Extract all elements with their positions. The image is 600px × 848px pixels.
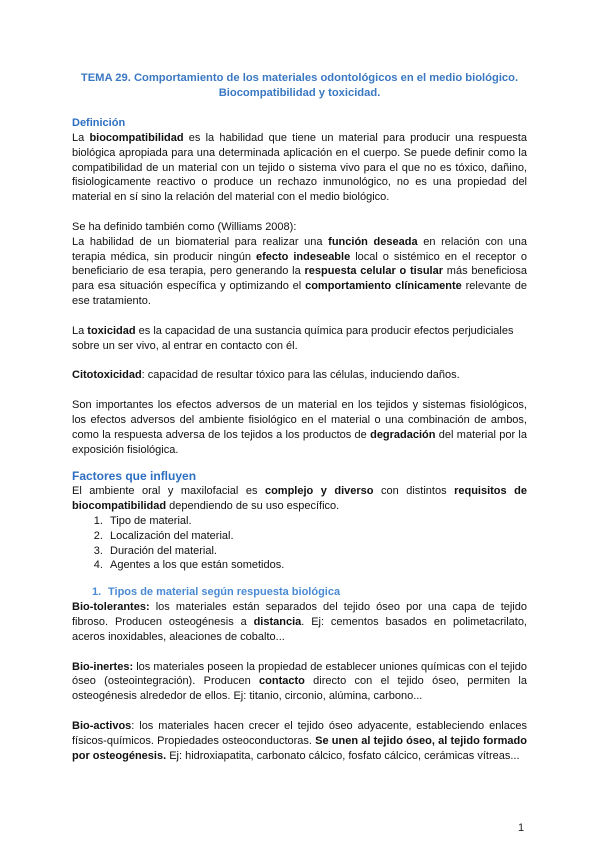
- document-title: [72, 71, 527, 101]
- paragraph-bio-tolerantes: Bio-tolerantes: los materiales están separados del tejido óseo por una capa de tejido fibroso. Producen osteogénesis a distancia. Ej: cementos basados en polimetacrilato, aceros inoxidables, aleaciones de cobalto...: [72, 601, 527, 643]
- paragraph-efectos-adversos: Son importantes los efectos adversos de un material en los tejidos y sistemas fisiológicos, los efectos adversos del ambiente fisiológico en el material o una combinación de ambos, como la respuesta adversa de los tejidos a los productos de degradación del material por la exposición fisiológica.: [72, 399, 527, 456]
- heading-definicion: Definición: [72, 117, 126, 129]
- title-line-2: Biocompatibilidad y toxicidad.: [218, 87, 381, 99]
- title-line-1: TEMA 29. Comportamiento de los materiales odontológicos en el medio biológico.: [80, 72, 519, 84]
- page-content: [72, 71, 527, 763]
- list-item: 4. Agentes a los que están sometidos.: [106, 558, 527, 573]
- list-item: 3. Duración del material.: [106, 544, 527, 559]
- factors-list: [72, 514, 527, 573]
- heading-factores: Factores que influyen: [72, 469, 197, 484]
- paragraph-williams-intro: Se ha definido también como (Williams 2008):: [72, 220, 297, 233]
- page-number: 1: [518, 822, 525, 834]
- paragraph-toxicidad: La toxicidad es la capacidad de una sustancia química para producir efectos perjudiciales sobre un ser vivo, al entrar en contacto con él.: [72, 324, 514, 352]
- paragraph-ambiente-oral: El ambiente oral y maxilofacial es complejo y diverso con distintos requisitos de biocompatibilidad dependiendo de su uso específico.: [72, 485, 527, 513]
- list-item: 2. Localización del material.: [106, 529, 527, 544]
- paragraph-citotoxicidad: Citotoxicidad: capacidad de resultar tóxico para las células, induciendo daños.: [72, 369, 460, 382]
- paragraph-bio-inertes: Bio-inertes: los materiales poseen la propiedad de establecer uniones químicas con el tejido óseo (osteointegración). Producen contacto directo con el tejido óseo, permiten la osteogénesis alrededor de ellos. Ej: titanio, circonio, alúmina, carbono...: [72, 660, 527, 703]
- subheading-tipos-material: 1. Tipos de material según respuesta biológica: [92, 586, 341, 599]
- list-item: 1. Tipo de material.: [106, 514, 527, 529]
- paragraph-williams-definition: La habilidad de un biomaterial para realizar una función deseada en relación con una terapia médica, sin producir ningún efecto indeseable local o sistémico en el receptor o beneficiario de esa terapia, pero generando la respuesta celular o tisular más beneficiosa para esa situación específica y optimizando el comportamiento clínicamente relevante de ese tratamiento.: [72, 235, 527, 307]
- paragraph-biocompatibilidad: La biocompatibilidad es la habilidad que tiene un material para producir una respuesta biológica apropiada para una determinada aplicación en el cuerpo. Se puede definir como la compatibilidad de un material con un tejido o sistema vivo para el que no es tóxico, dañino, fisiologicamente reactivo o produce un rechazo inmunológico, no es una propiedad del material en sí sino la relación del material con el medio biológico.: [72, 132, 527, 204]
- paragraph-bio-activos: Bio-activos: los materiales hacen crecer el tejido óseo adyacente, estableciendo enlaces físicos-químicos. Propiedades osteoconductoras. Se unen al tejido óseo, al tejido formado por osteogénesis. Ej: hidroxiapatita, carbonato cálcico, fosfato cálcico, cerámicas vítreas...: [72, 719, 527, 762]
